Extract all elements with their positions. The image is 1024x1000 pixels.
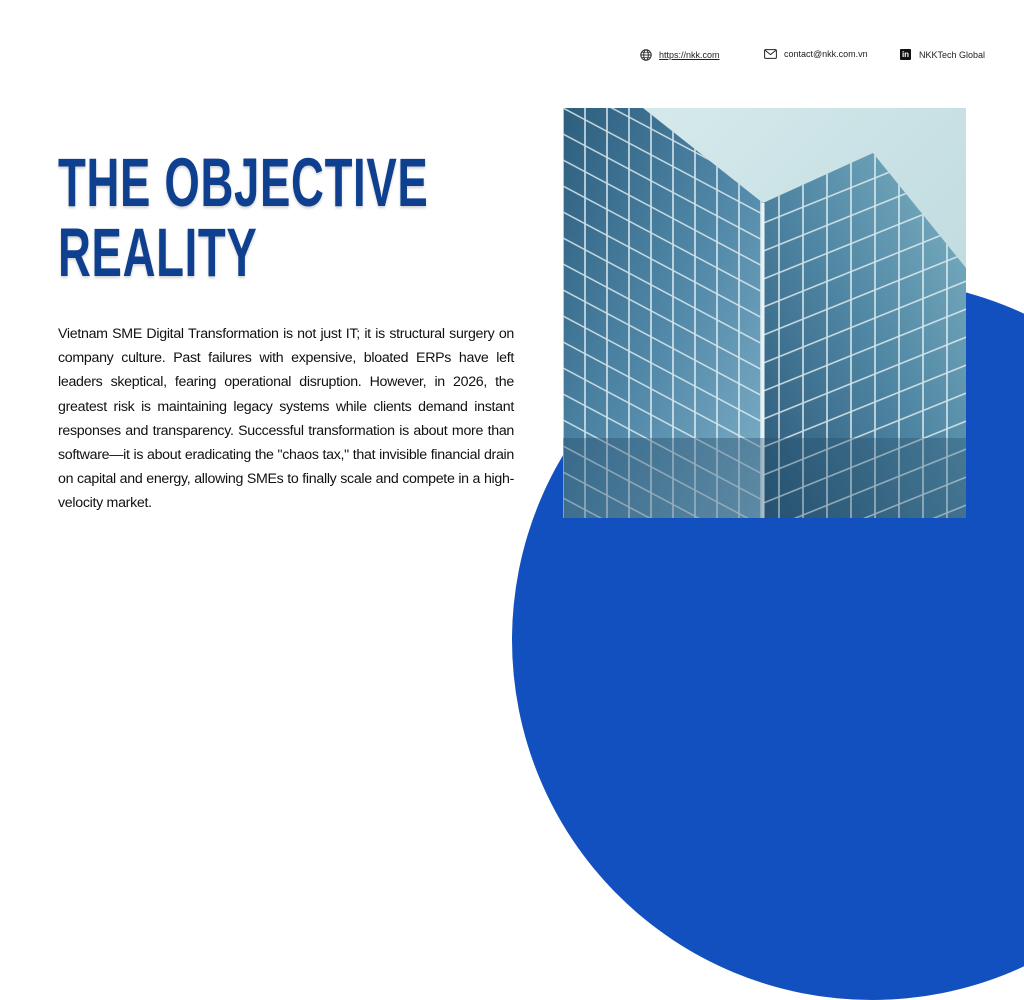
linkedin-label[interactable]: NKKTech Global (919, 49, 986, 60)
email-link[interactable] (764, 49, 868, 59)
mail-icon (764, 49, 777, 59)
linkedin-icon: in (901, 50, 910, 59)
title-line-1: THE OBJECTIVE (58, 144, 429, 221)
email-label[interactable]: contact@nkk.com.vn (784, 49, 868, 59)
globe-icon (640, 49, 652, 61)
website-label[interactable]: https://nkk.com (659, 50, 720, 60)
linkedin-link[interactable] (900, 49, 985, 60)
building-photo (563, 108, 966, 518)
title-line-2: REALITY (58, 214, 258, 291)
contact-bar (0, 49, 1024, 67)
page-title (58, 144, 429, 291)
website-link[interactable] (640, 49, 720, 61)
body-paragraph: Vietnam SME Digital Transformation is not just IT; it is structural surgery on company culture. Past failures with expensive, bloated ERPs have left leaders skeptical, fearing operational disruption. However, in 2026, the greatest risk is maintaining legacy systems while clients demand instant responses and transparency. Successful transformation is about more than software—it is about eradicating the "chaos tax," that invisible financial drain on capital and energy, allowing SMEs to finally scale and compete in a high-velocity market. (58, 326, 514, 512)
